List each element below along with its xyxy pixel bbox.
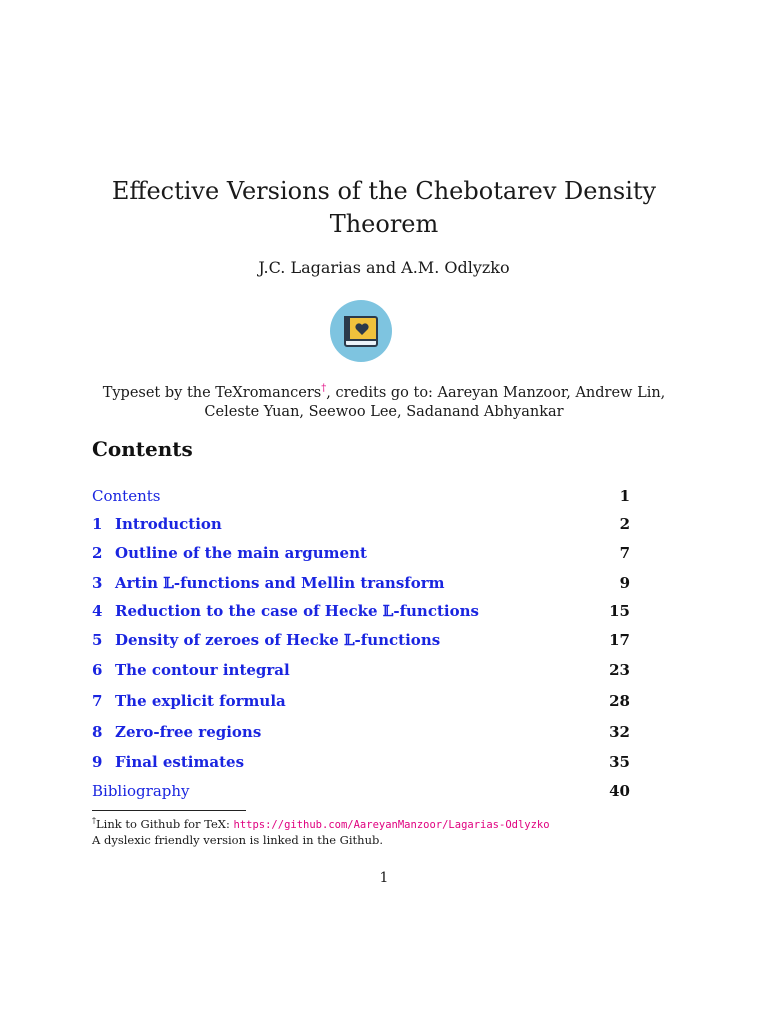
toc-page: 2 bbox=[619, 515, 630, 533]
toc-label[interactable]: Density of zeroes of Hecke 𝕃-functions bbox=[115, 631, 441, 649]
toc-entry-final[interactable] bbox=[92, 753, 630, 775]
footnote bbox=[92, 813, 550, 848]
toc-number[interactable]: 7 bbox=[92, 692, 103, 710]
toc-page: 32 bbox=[609, 723, 630, 741]
toc-entry-outline[interactable] bbox=[92, 544, 630, 566]
toc-number[interactable]: 9 bbox=[92, 753, 103, 771]
toc-number[interactable]: 6 bbox=[92, 661, 103, 679]
authors: J.C. Lagarias and A.M. Odlyzko bbox=[258, 258, 510, 277]
toc-page: 7 bbox=[619, 544, 630, 562]
toc-number[interactable]: 8 bbox=[92, 723, 103, 741]
credits-pre: Typeset by the TeXromancers bbox=[102, 384, 322, 401]
toc-label[interactable]: Introduction bbox=[115, 515, 222, 533]
toc-label[interactable]: Bibliography bbox=[92, 782, 190, 800]
toc-page: 9 bbox=[619, 574, 630, 592]
toc-number[interactable]: 5 bbox=[92, 631, 103, 649]
footnote-line-1 bbox=[92, 813, 550, 833]
toc-label[interactable]: Artin 𝕃-functions and Mellin transform bbox=[115, 574, 445, 592]
footnote-line-2: A dyslexic friendly version is linked in the Github. bbox=[92, 832, 383, 847]
credits-line-2: Celeste Yuan, Seewoo Lee, Sadanand Abhyankar bbox=[204, 403, 564, 420]
toc-number[interactable]: 1 bbox=[92, 515, 103, 533]
github-link[interactable]: https://github.com/AareyanManzoor/Lagarias-Odlyzko bbox=[233, 818, 550, 831]
contents-heading: Contents bbox=[92, 437, 193, 461]
toc-label[interactable]: The contour integral bbox=[115, 661, 290, 679]
toc-entry-bibliography[interactable] bbox=[92, 782, 630, 804]
toc-entry-density[interactable] bbox=[92, 631, 630, 653]
toc-page: 17 bbox=[609, 631, 630, 649]
document-title bbox=[100, 175, 668, 241]
toc-entry-reduction[interactable] bbox=[92, 602, 630, 624]
toc-entry-explicit[interactable] bbox=[92, 692, 630, 714]
toc-label[interactable]: Zero-free regions bbox=[115, 723, 262, 741]
toc-number[interactable]: 3 bbox=[92, 574, 103, 592]
toc-label[interactable]: Final estimates bbox=[115, 753, 245, 771]
footnote-text: Link to Github for TeX: bbox=[96, 816, 234, 831]
toc-entry-introduction[interactable] bbox=[92, 515, 630, 537]
footnote-divider bbox=[92, 810, 246, 811]
toc-page: 28 bbox=[609, 692, 630, 710]
toc-entry-zero-free[interactable] bbox=[92, 723, 630, 745]
toc-label[interactable]: The explicit formula bbox=[115, 692, 286, 710]
toc-page: 40 bbox=[609, 782, 630, 800]
toc-page: 23 bbox=[609, 661, 630, 679]
toc-entry-artin[interactable] bbox=[92, 574, 630, 596]
toc-number[interactable]: 4 bbox=[92, 602, 103, 620]
title-line-2: Theorem bbox=[329, 210, 439, 238]
title-line-1: Effective Versions of the Chebotarev Density bbox=[111, 177, 657, 205]
footnote-mark: † bbox=[92, 816, 96, 825]
toc-label[interactable]: Contents bbox=[92, 487, 161, 505]
credits-line-1 bbox=[90, 379, 678, 403]
toc-number[interactable]: 2 bbox=[92, 544, 103, 562]
toc-entry-contour[interactable] bbox=[92, 661, 630, 683]
toc-page: 15 bbox=[609, 602, 630, 620]
credits-post: , credits go to: Aareyan Manzoor, Andrew Lin, bbox=[326, 384, 666, 401]
toc-label[interactable]: Outline of the main argument bbox=[115, 544, 367, 562]
credits bbox=[90, 379, 678, 422]
toc-page: 35 bbox=[609, 753, 630, 771]
book-heart-icon bbox=[329, 299, 393, 363]
credits-footnote-mark[interactable]: † bbox=[321, 383, 327, 394]
page-number: 1 bbox=[379, 870, 389, 886]
toc-label[interactable]: Reduction to the case of Hecke 𝕃-functions bbox=[115, 602, 479, 620]
toc-entry-contents[interactable] bbox=[92, 487, 630, 509]
toc-page: 1 bbox=[619, 487, 630, 505]
